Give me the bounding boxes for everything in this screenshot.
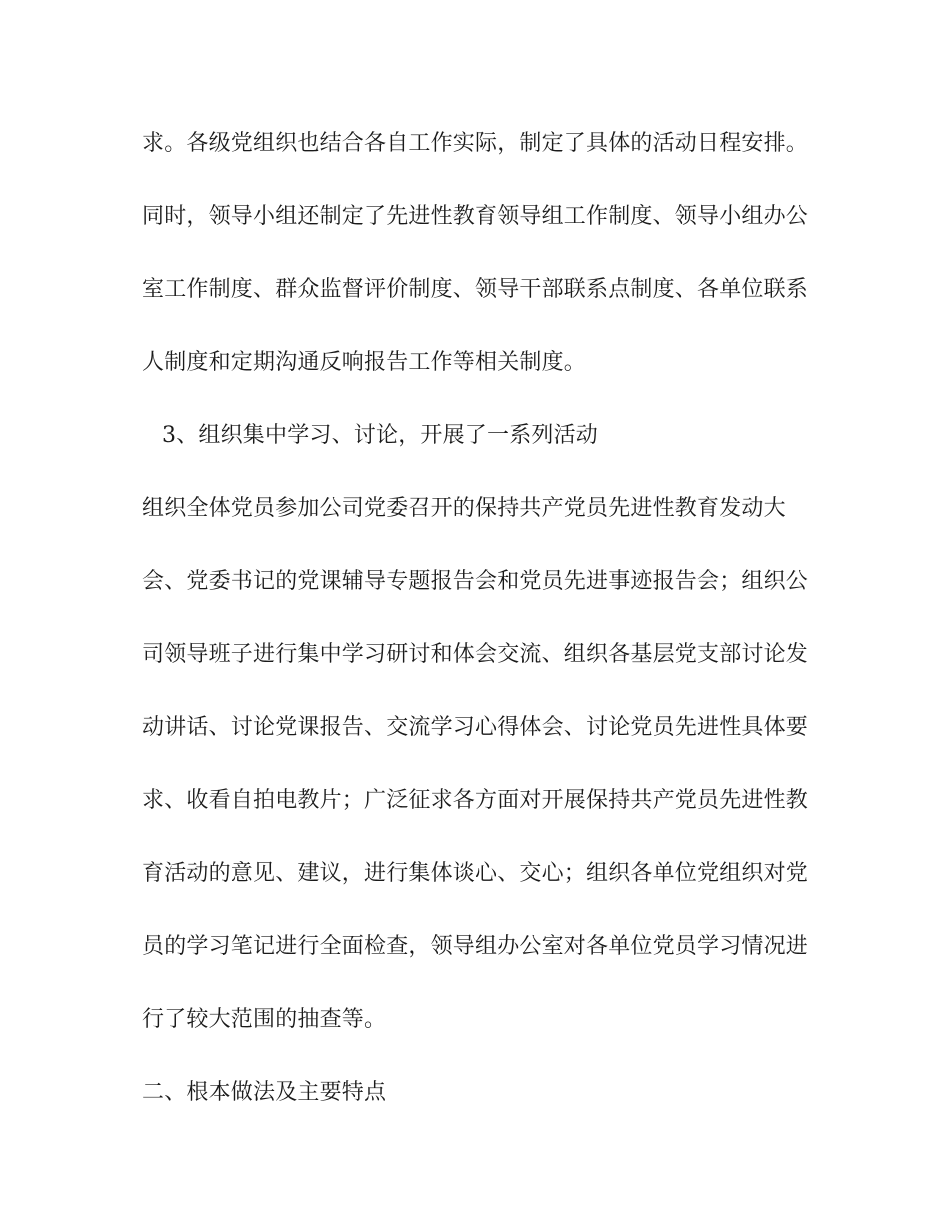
paragraph-line: 动讲话、讨论党课报告、交流学习心得体会、讨论党员先进性具体要 xyxy=(142,715,809,740)
paragraph-line: 同时，领导小组还制定了先进性教育领导组工作制度、领导小组办公 xyxy=(142,204,809,229)
paragraph-line: 员的学习笔记进行全面检查，领导组办公室对各单位党员学习情况进 xyxy=(142,934,809,959)
paragraph-line: 求。各级党组织也结合各自工作实际，制定了具体的活动日程安排。 xyxy=(142,131,809,156)
paragraph-line: 行了较大范围的抽查等。 xyxy=(142,1007,387,1032)
paragraph-line: 室工作制度、群众监督评价制度、领导干部联系点制度、各单位联系 xyxy=(142,277,809,302)
section-heading: 二、根本做法及主要特点 xyxy=(142,1080,387,1105)
paragraph-line: 组织全体党员参加公司党委召开的保持共产党员先进性教育发动大 xyxy=(142,496,786,521)
paragraph-line: 人制度和定期沟通反响报告工作等相关制度。 xyxy=(142,350,587,375)
paragraph-line: 会、党委书记的党课辅导专题报告会和党员先进事迹报告会；组织公 xyxy=(142,569,809,594)
paragraph-line: 司领导班子进行集中学习研讨和体会交流、组织各基层党支部讨论发 xyxy=(142,642,809,667)
paragraph-line: 育活动的意见、建议，进行集体谈心、交心；组织各单位党组织对党 xyxy=(142,861,809,886)
section-subheading: 3、组织集中学习、讨论，开展了一系列活动 xyxy=(162,423,598,448)
paragraph-line: 求、收看自拍电教片；广泛征求各方面对开展保持共产党员先进性教 xyxy=(142,788,809,813)
